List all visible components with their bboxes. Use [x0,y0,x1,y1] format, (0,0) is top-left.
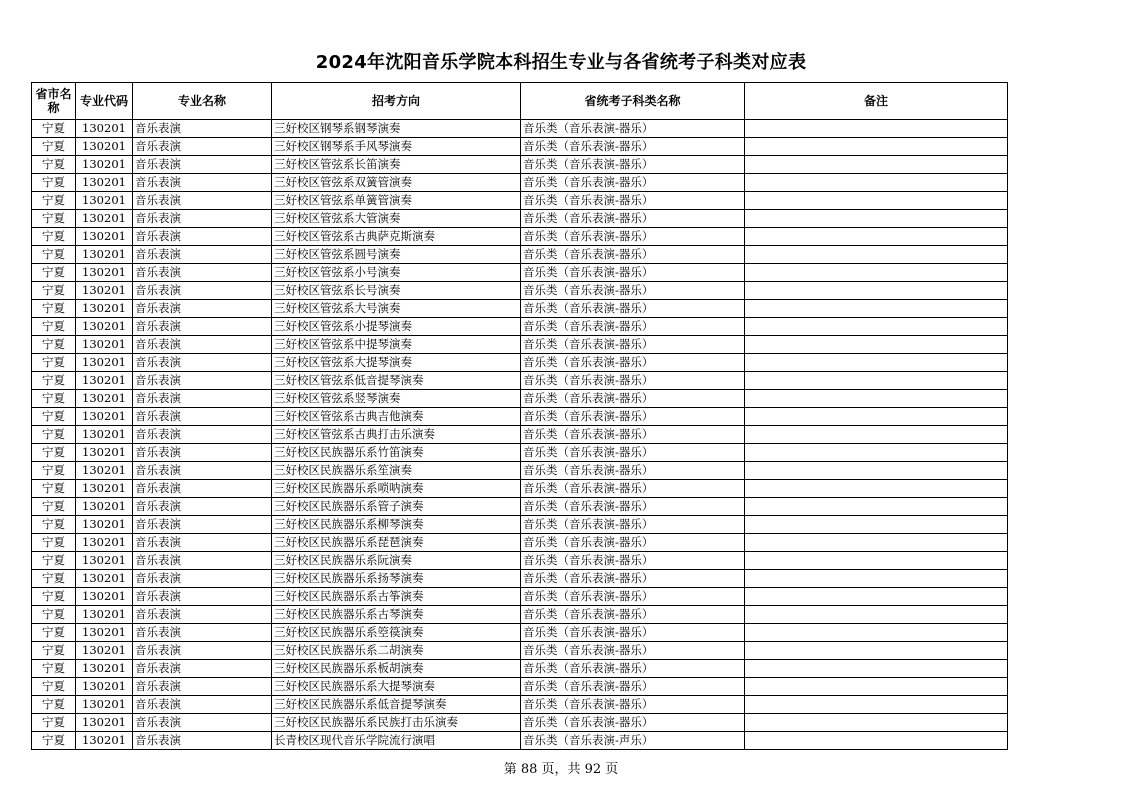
category-cell: 音乐类（音乐表演-器乐） [521,372,745,390]
province-cell: 宁夏 [32,426,76,444]
remark-cell [745,120,1008,138]
province-cell: 宁夏 [32,192,76,210]
province-cell: 宁夏 [32,210,76,228]
category-cell: 音乐类（音乐表演-器乐） [521,534,745,552]
major-name-cell: 音乐表演 [133,228,272,246]
province-cell: 宁夏 [32,732,76,750]
remark-cell [745,678,1008,696]
major-code-cell: 130201 [76,552,133,570]
table-row [32,624,1008,642]
category-cell: 音乐类（音乐表演-器乐） [521,588,745,606]
major-code-cell: 130201 [76,426,133,444]
header-remark: 备注 [745,83,1008,120]
major-name-cell: 音乐表演 [133,534,272,552]
province-cell: 宁夏 [32,696,76,714]
major-name-cell: 音乐表演 [133,408,272,426]
major-code-cell: 130201 [76,228,133,246]
page-footer: 第 88 页，共 92 页 [503,762,619,777]
direction-cell: 三好校区民族器乐系扬琴演奏 [272,570,521,588]
category-cell: 音乐类（音乐表演-器乐） [521,174,745,192]
table-row [32,606,1008,624]
major-name-cell: 音乐表演 [133,498,272,516]
province-cell: 宁夏 [32,642,76,660]
remark-cell [745,516,1008,534]
remark-cell [745,498,1008,516]
major-code-cell: 130201 [76,678,133,696]
category-cell: 音乐类（音乐表演-器乐） [521,300,745,318]
major-name-cell: 音乐表演 [133,372,272,390]
remark-cell [745,300,1008,318]
remark-cell [745,552,1008,570]
province-cell: 宁夏 [32,264,76,282]
remark-cell [745,714,1008,732]
major-code-cell: 130201 [76,714,133,732]
direction-cell: 三好校区管弦系竖琴演奏 [272,390,521,408]
category-cell: 音乐类（音乐表演-器乐） [521,156,745,174]
major-code-cell: 130201 [76,534,133,552]
direction-cell: 三好校区民族器乐系民族打击乐演奏 [272,714,521,732]
major-name-cell: 音乐表演 [133,120,272,138]
direction-cell: 三好校区民族器乐系箜篌演奏 [272,624,521,642]
category-cell: 音乐类（音乐表演-器乐） [521,426,745,444]
category-cell: 音乐类（音乐表演-器乐） [521,516,745,534]
major-code-cell: 130201 [76,246,133,264]
major-code-cell: 130201 [76,390,133,408]
remark-cell [745,480,1008,498]
province-cell: 宁夏 [32,282,76,300]
table-row [32,282,1008,300]
province-cell: 宁夏 [32,372,76,390]
remark-cell [745,192,1008,210]
major-name-cell: 音乐表演 [133,246,272,264]
header-major-name: 专业名称 [133,83,272,120]
province-cell: 宁夏 [32,336,76,354]
table-row [32,174,1008,192]
table-row [32,246,1008,264]
direction-cell: 三好校区管弦系圆号演奏 [272,246,521,264]
major-code-cell: 130201 [76,732,133,750]
province-cell: 宁夏 [32,300,76,318]
header-major-code: 专业代码 [76,83,133,120]
direction-cell: 三好校区管弦系长号演奏 [272,282,521,300]
major-name-cell: 音乐表演 [133,606,272,624]
direction-cell: 三好校区民族器乐系板胡演奏 [272,660,521,678]
major-name-cell: 音乐表演 [133,354,272,372]
province-cell: 宁夏 [32,462,76,480]
remark-cell [745,228,1008,246]
table-row [32,480,1008,498]
direction-cell: 三好校区民族器乐系唢呐演奏 [272,480,521,498]
major-code-cell: 130201 [76,696,133,714]
direction-cell: 三好校区民族器乐系大提琴演奏 [272,678,521,696]
major-code-cell: 130201 [76,192,133,210]
table-row [32,732,1008,750]
direction-cell: 三好校区管弦系古典打击乐演奏 [272,426,521,444]
category-cell: 音乐类（音乐表演-器乐） [521,390,745,408]
category-cell: 音乐类（音乐表演-器乐） [521,606,745,624]
remark-cell [745,426,1008,444]
table-body [32,120,1008,750]
major-name-cell: 音乐表演 [133,696,272,714]
major-name-cell: 音乐表演 [133,480,272,498]
province-cell: 宁夏 [32,516,76,534]
direction-cell: 三好校区管弦系大号演奏 [272,300,521,318]
direction-cell: 三好校区管弦系大管演奏 [272,210,521,228]
major-name-cell: 音乐表演 [133,336,272,354]
major-name-cell: 音乐表演 [133,678,272,696]
header-category: 省统考子科类名称 [521,83,745,120]
table-row [32,156,1008,174]
major-code-cell: 130201 [76,462,133,480]
major-name-cell: 音乐表演 [133,318,272,336]
category-cell: 音乐类（音乐表演-器乐） [521,120,745,138]
remark-cell [745,174,1008,192]
major-code-cell: 130201 [76,408,133,426]
major-code-cell: 130201 [76,606,133,624]
direction-cell: 三好校区民族器乐系琵琶演奏 [272,534,521,552]
remark-cell [745,264,1008,282]
direction-cell: 三好校区民族器乐系低音提琴演奏 [272,696,521,714]
province-cell: 宁夏 [32,228,76,246]
category-cell: 音乐类（音乐表演-器乐） [521,228,745,246]
category-cell: 音乐类（音乐表演-器乐） [521,210,745,228]
direction-cell: 三好校区钢琴系钢琴演奏 [272,120,521,138]
province-cell: 宁夏 [32,480,76,498]
province-cell: 宁夏 [32,354,76,372]
table-row [32,642,1008,660]
category-cell: 音乐类（音乐表演-器乐） [521,192,745,210]
table-row [32,372,1008,390]
direction-cell: 三好校区管弦系单簧管演奏 [272,192,521,210]
table-row [32,264,1008,282]
remark-cell [745,642,1008,660]
major-code-cell: 130201 [76,138,133,156]
table-row [32,426,1008,444]
table-row [32,354,1008,372]
major-name-cell: 音乐表演 [133,444,272,462]
major-name-cell: 音乐表演 [133,714,272,732]
remark-cell [745,138,1008,156]
major-name-cell: 音乐表演 [133,210,272,228]
remark-cell [745,282,1008,300]
major-name-cell: 音乐表演 [133,174,272,192]
category-cell: 音乐类（音乐表演-器乐） [521,570,745,588]
major-code-cell: 130201 [76,642,133,660]
category-cell: 音乐类（音乐表演-器乐） [521,282,745,300]
major-name-cell: 音乐表演 [133,300,272,318]
table-row [32,120,1008,138]
major-code-cell: 130201 [76,516,133,534]
document-title: 2024年沈阳音乐学院本科招生专业与各省统考子科类对应表 [315,52,807,73]
province-cell: 宁夏 [32,570,76,588]
major-code-cell: 130201 [76,498,133,516]
province-cell: 宁夏 [32,156,76,174]
major-code-cell: 130201 [76,354,133,372]
major-code-cell: 130201 [76,318,133,336]
table-row [32,390,1008,408]
table-row [32,516,1008,534]
major-name-cell: 音乐表演 [133,516,272,534]
direction-cell: 三好校区管弦系中提琴演奏 [272,336,521,354]
category-cell: 音乐类（音乐表演-器乐） [521,624,745,642]
table-row [32,714,1008,732]
category-cell: 音乐类（音乐表演-器乐） [521,480,745,498]
category-cell: 音乐类（音乐表演-器乐） [521,336,745,354]
table-row [32,696,1008,714]
major-name-cell: 音乐表演 [133,426,272,444]
remark-cell [745,444,1008,462]
major-name-cell: 音乐表演 [133,282,272,300]
major-name-cell: 音乐表演 [133,264,272,282]
major-code-cell: 130201 [76,588,133,606]
province-cell: 宁夏 [32,552,76,570]
major-name-cell: 音乐表演 [133,660,272,678]
direction-cell: 三好校区管弦系长笛演奏 [272,156,521,174]
remark-cell [745,156,1008,174]
category-cell: 音乐类（音乐表演-器乐） [521,318,745,336]
category-cell: 音乐类（音乐表演-器乐） [521,642,745,660]
remark-cell [745,624,1008,642]
major-code-cell: 130201 [76,444,133,462]
province-cell: 宁夏 [32,678,76,696]
direction-cell: 长青校区现代音乐学院流行演唱 [272,732,521,750]
category-cell: 音乐类（音乐表演-器乐） [521,462,745,480]
major-code-cell: 130201 [76,156,133,174]
direction-cell: 三好校区民族器乐系柳琴演奏 [272,516,521,534]
remark-cell [745,210,1008,228]
remark-cell [745,732,1008,750]
direction-cell: 三好校区民族器乐系竹笛演奏 [272,444,521,462]
category-cell: 音乐类（音乐表演-器乐） [521,660,745,678]
major-category-table [31,82,1008,750]
province-cell: 宁夏 [32,246,76,264]
province-cell: 宁夏 [32,120,76,138]
major-name-cell: 音乐表演 [133,462,272,480]
province-cell: 宁夏 [32,408,76,426]
major-code-cell: 130201 [76,624,133,642]
category-cell: 音乐类（音乐表演-器乐） [521,678,745,696]
province-cell: 宁夏 [32,138,76,156]
remark-cell [745,246,1008,264]
remark-cell [745,372,1008,390]
remark-cell [745,408,1008,426]
table-row [32,534,1008,552]
table-row [32,588,1008,606]
major-name-cell: 音乐表演 [133,138,272,156]
major-code-cell: 130201 [76,372,133,390]
major-code-cell: 130201 [76,570,133,588]
major-name-cell: 音乐表演 [133,192,272,210]
province-cell: 宁夏 [32,390,76,408]
category-cell: 音乐类（音乐表演-器乐） [521,552,745,570]
table-row [32,552,1008,570]
table-header-row [32,83,1008,120]
major-code-cell: 130201 [76,264,133,282]
province-cell: 宁夏 [32,318,76,336]
major-name-cell: 音乐表演 [133,156,272,174]
table-row [32,678,1008,696]
remark-cell [745,462,1008,480]
direction-cell: 三好校区管弦系小提琴演奏 [272,318,521,336]
major-name-cell: 音乐表演 [133,624,272,642]
remark-cell [745,570,1008,588]
major-name-cell: 音乐表演 [133,390,272,408]
major-name-cell: 音乐表演 [133,552,272,570]
category-cell: 音乐类（音乐表演-声乐） [521,732,745,750]
major-code-cell: 130201 [76,174,133,192]
direction-cell: 三好校区钢琴系手风琴演奏 [272,138,521,156]
category-cell: 音乐类（音乐表演-器乐） [521,714,745,732]
header-direction: 招考方向 [272,83,521,120]
major-code-cell: 130201 [76,120,133,138]
category-cell: 音乐类（音乐表演-器乐） [521,354,745,372]
table-row [32,318,1008,336]
province-cell: 宁夏 [32,624,76,642]
table-row [32,462,1008,480]
remark-cell [745,660,1008,678]
province-cell: 宁夏 [32,606,76,624]
table-row [32,300,1008,318]
direction-cell: 三好校区管弦系古典萨克斯演奏 [272,228,521,246]
major-code-cell: 130201 [76,210,133,228]
direction-cell: 三好校区民族器乐系古琴演奏 [272,606,521,624]
major-code-cell: 130201 [76,480,133,498]
remark-cell [745,336,1008,354]
direction-cell: 三好校区管弦系古典吉他演奏 [272,408,521,426]
table-row [32,192,1008,210]
category-cell: 音乐类（音乐表演-器乐） [521,444,745,462]
major-name-cell: 音乐表演 [133,588,272,606]
table-row [32,570,1008,588]
province-cell: 宁夏 [32,588,76,606]
table-row [32,228,1008,246]
table-row [32,408,1008,426]
major-name-cell: 音乐表演 [133,642,272,660]
category-cell: 音乐类（音乐表演-器乐） [521,408,745,426]
province-cell: 宁夏 [32,534,76,552]
remark-cell [745,606,1008,624]
table-row [32,444,1008,462]
direction-cell: 三好校区民族器乐系古筝演奏 [272,588,521,606]
province-cell: 宁夏 [32,498,76,516]
category-cell: 音乐类（音乐表演-器乐） [521,696,745,714]
direction-cell: 三好校区民族器乐系二胡演奏 [272,642,521,660]
remark-cell [745,588,1008,606]
remark-cell [745,696,1008,714]
direction-cell: 三好校区管弦系大提琴演奏 [272,354,521,372]
category-cell: 音乐类（音乐表演-器乐） [521,498,745,516]
province-cell: 宁夏 [32,174,76,192]
category-cell: 音乐类（音乐表演-器乐） [521,246,745,264]
direction-cell: 三好校区民族器乐系阮演奏 [272,552,521,570]
direction-cell: 三好校区管弦系小号演奏 [272,264,521,282]
table-row [32,660,1008,678]
category-cell: 音乐类（音乐表演-器乐） [521,138,745,156]
direction-cell: 三好校区民族器乐系笙演奏 [272,462,521,480]
table-row [32,336,1008,354]
remark-cell [745,534,1008,552]
direction-cell: 三好校区管弦系低音提琴演奏 [272,372,521,390]
table-row [32,138,1008,156]
major-code-cell: 130201 [76,336,133,354]
remark-cell [745,390,1008,408]
major-code-cell: 130201 [76,660,133,678]
direction-cell: 三好校区民族器乐系管子演奏 [272,498,521,516]
direction-cell: 三好校区管弦系双簧管演奏 [272,174,521,192]
major-code-cell: 130201 [76,282,133,300]
table-row [32,498,1008,516]
category-cell: 音乐类（音乐表演-器乐） [521,264,745,282]
province-cell: 宁夏 [32,660,76,678]
remark-cell [745,318,1008,336]
table-row [32,210,1008,228]
major-code-cell: 130201 [76,300,133,318]
major-name-cell: 音乐表演 [133,570,272,588]
remark-cell [745,354,1008,372]
province-cell: 宁夏 [32,444,76,462]
province-cell: 宁夏 [32,714,76,732]
major-name-cell: 音乐表演 [133,732,272,750]
header-province: 省市名称 [32,83,76,120]
